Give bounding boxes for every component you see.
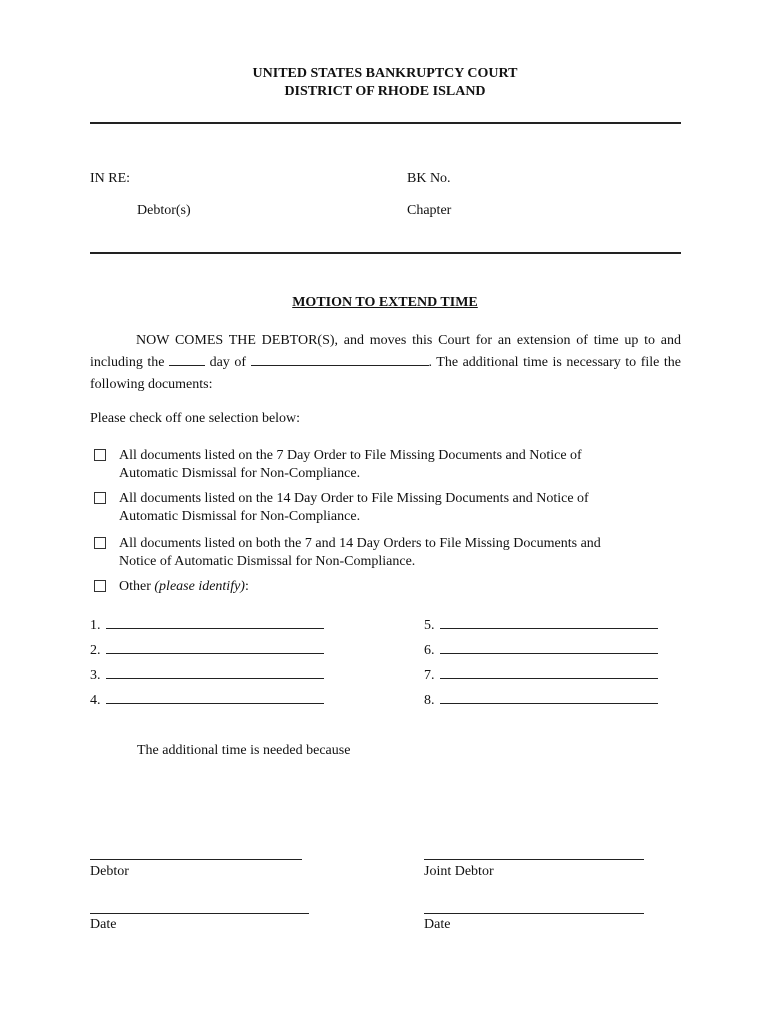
joint-debtor-label: Joint Debtor	[424, 864, 494, 879]
motion-title: MOTION TO EXTEND TIME	[292, 295, 478, 310]
numbered-line[interactable]: 4.	[90, 691, 324, 709]
joint-debtor-signature-line[interactable]	[424, 859, 644, 860]
debtor-label: Debtor	[90, 864, 129, 879]
numbered-line[interactable]: 8.	[424, 691, 658, 709]
option-other[interactable]	[94, 578, 654, 598]
joint-debtor-date-label: Date	[424, 917, 451, 932]
debtor-date-line[interactable]	[90, 913, 309, 914]
numbered-line[interactable]: 1.	[90, 616, 324, 634]
bk-number-label: BK No.	[407, 171, 451, 186]
option-both[interactable]	[94, 535, 654, 575]
numbered-line[interactable]: 7.	[424, 666, 658, 684]
option-14-day[interactable]	[94, 490, 654, 530]
debtor-signature-line[interactable]	[90, 859, 302, 860]
option-label: All documents listed on the 14 Day Order to File Missing Documents and Notice of Automatic Dismissal for Non-Compliance.	[119, 491, 589, 524]
numbered-line[interactable]: 3.	[90, 666, 324, 684]
checkbox[interactable]	[94, 449, 106, 461]
paragraph-text-a: NOW COMES THE DEBTOR(S), and moves this Court for an extension of time up to and including the	[90, 333, 681, 370]
paragraph-text-c: . The additional time is necessary to file the following documents:	[90, 355, 681, 392]
checkbox[interactable]	[94, 492, 106, 504]
numbered-line[interactable]: 5.	[424, 616, 658, 634]
joint-debtor-date-line[interactable]	[424, 913, 644, 914]
numbered-line[interactable]: 2.	[90, 641, 324, 659]
district-name: DISTRICT OF RHODE ISLAND	[284, 84, 486, 99]
option-7-day[interactable]	[94, 447, 654, 487]
in-re-label: IN RE:	[90, 171, 131, 186]
day-blank[interactable]	[169, 353, 205, 366]
option-label: All documents listed on both the 7 and 14 Day Orders to File Missing Documents and Notice of Automatic Dismissal for Non-Compliance.	[119, 536, 601, 569]
debtors-label: Debtor(s)	[137, 203, 191, 218]
option-label: All documents listed on the 7 Day Order to File Missing Documents and Notice of Automatic Dismissal for Non-Compliance.	[119, 448, 582, 481]
check-prompt: Please check off one selection below:	[90, 411, 301, 426]
month-blank[interactable]	[251, 353, 429, 366]
checkbox[interactable]	[94, 580, 106, 592]
checkbox[interactable]	[94, 537, 106, 549]
option-label: Other (please identify):	[119, 579, 249, 594]
motion-paragraph	[90, 330, 681, 396]
chapter-label: Chapter	[407, 203, 452, 218]
debtor-date-label: Date	[90, 917, 117, 932]
caption-divider	[90, 252, 681, 254]
paragraph-text-b: day of	[209, 355, 246, 370]
reason-label: The additional time is needed because	[137, 743, 351, 758]
numbered-line[interactable]: 6.	[424, 641, 658, 659]
header-divider	[90, 122, 681, 124]
court-name: UNITED STATES BANKRUPTCY COURT	[252, 66, 518, 81]
